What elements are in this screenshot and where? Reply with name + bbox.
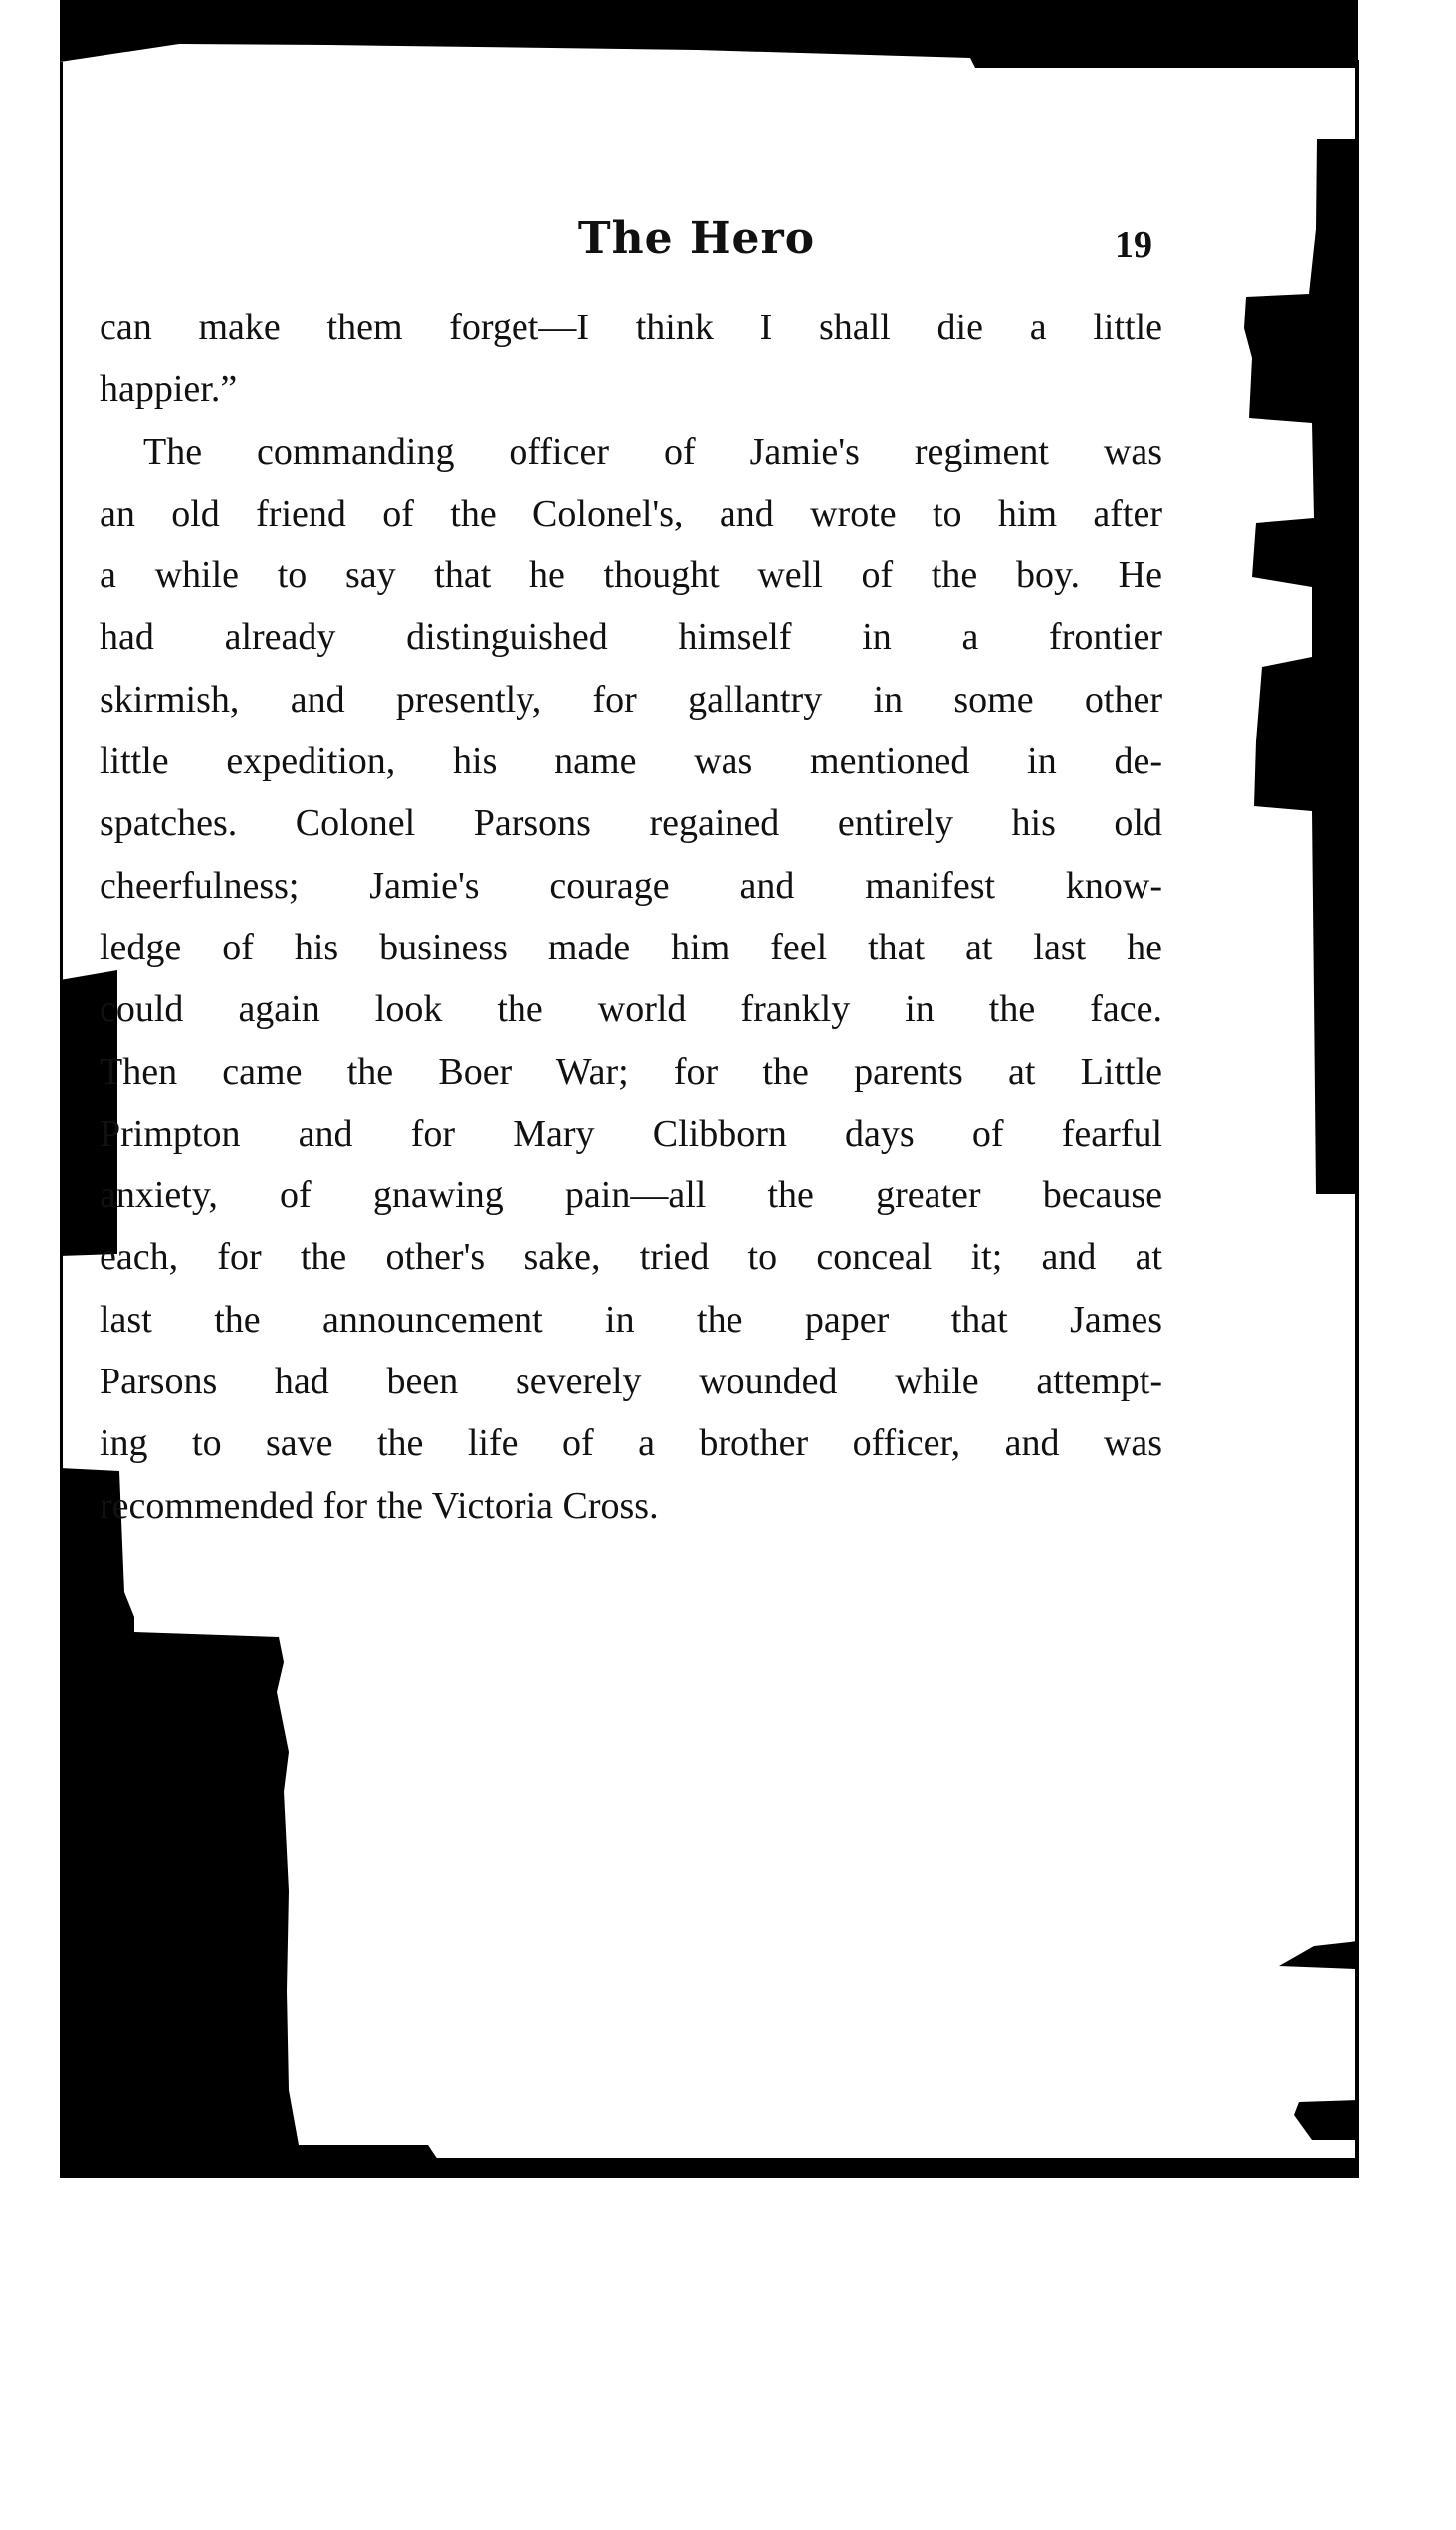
running-title: The Hero: [577, 213, 816, 264]
text-line: could again look the world frankly in the face.: [100, 988, 1162, 1031]
text-line: had already distinguished himself in a frontier: [100, 616, 1162, 659]
text-line: spatches. Colonel Parsons regained entirely his old: [100, 802, 1162, 845]
text-line: Parsons had been severely wounded while attempt-: [100, 1361, 1162, 1403]
text-line: a while to say that he thought well of the boy. He: [100, 554, 1162, 597]
text-line: recommended for the Victoria Cross.: [100, 1484, 659, 1527]
text-line: cheerfulness; Jamie's courage and manifest know-: [100, 864, 1162, 907]
running-head: [60, 204, 1353, 274]
text-line: can make them forget—I think I shall die a little: [100, 307, 1162, 348]
text-line: last the announcement in the paper that James: [100, 1298, 1162, 1341]
text-line: Then came the Boer War; for the parents at Little: [100, 1050, 1162, 1093]
text-line: The commanding officer of Jamie's regiment was: [143, 430, 1162, 473]
text-line: Primpton and for Mary Clibborn days of fearful: [100, 1112, 1162, 1155]
text-line: an old friend of the Colonel's, and wrote to him after: [100, 492, 1162, 534]
text-line: anxiety, of gnawing pain—all the greater because: [100, 1174, 1162, 1217]
body-text: [100, 297, 1162, 1537]
text-line: each, for the other's sake, tried to conceal it; and at: [100, 1236, 1162, 1279]
text-line: little expedition, his name was mentioned in de-: [100, 740, 1162, 783]
text-line: skirmish, and presently, for gallantry in some other: [100, 678, 1162, 721]
text-line: ing to save the life of a brother officer, and was: [100, 1422, 1162, 1465]
text-line: happier.”: [100, 368, 238, 411]
text-line: ledge of his business made him feel that at last he: [100, 926, 1162, 968]
page-number: 19: [1115, 224, 1152, 266]
